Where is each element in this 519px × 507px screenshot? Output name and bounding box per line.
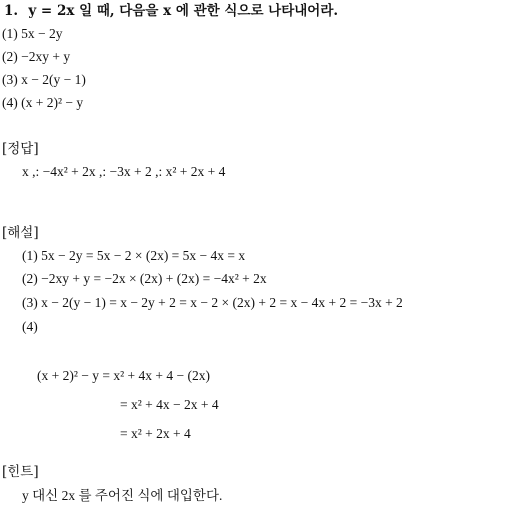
problem-item-2: (2) −2xy + y: [2, 49, 71, 64]
derivation-step-2: = x² + 4x − 2x + 4: [120, 397, 219, 412]
explanation-line-4: (4): [22, 319, 38, 334]
answer-label: [정답]: [2, 141, 39, 157]
explanation-line-1: (1) 5x − 2y = 5x − 2 × (2x) = 5x − 4x = x: [22, 248, 246, 263]
problem-item-4: (4) (x + 2)² − y: [2, 95, 84, 110]
answer-text: x ,: −4x² + 2x ,: −3x + 2 ,: x² + 2x + 4: [22, 164, 226, 179]
problem-header: [4, 2, 338, 20]
hint-label: [힌트]: [2, 464, 39, 480]
problem-number: 1.: [4, 3, 19, 19]
hint-text: y 대신 2x 를 주어진 식에 대입한다.: [22, 488, 223, 503]
problem-item-1: (1) 5x − 2y: [2, 26, 63, 41]
problem-stem: y = 2x 일 때, 다음을 x 에 관한 식으로 나타내어라.: [28, 3, 339, 19]
derivation-step-1: (x + 2)² − y = x² + 4x + 4 − (2x): [37, 368, 211, 383]
derivation-step-3: = x² + 2x + 4: [120, 426, 191, 441]
explanation-line-2: (2) −2xy + y = −2x × (2x) + (2x) = −4x² + 2x: [22, 271, 267, 286]
explanation-label: [해설]: [2, 225, 39, 241]
explanation-line-3: (3) x − 2(y − 1) = x − 2y + 2 = x − 2 × (2x) + 2 = x − 4x + 2 = −3x + 2: [22, 295, 403, 310]
problem-item-3: (3) x − 2(y − 1): [2, 72, 86, 87]
